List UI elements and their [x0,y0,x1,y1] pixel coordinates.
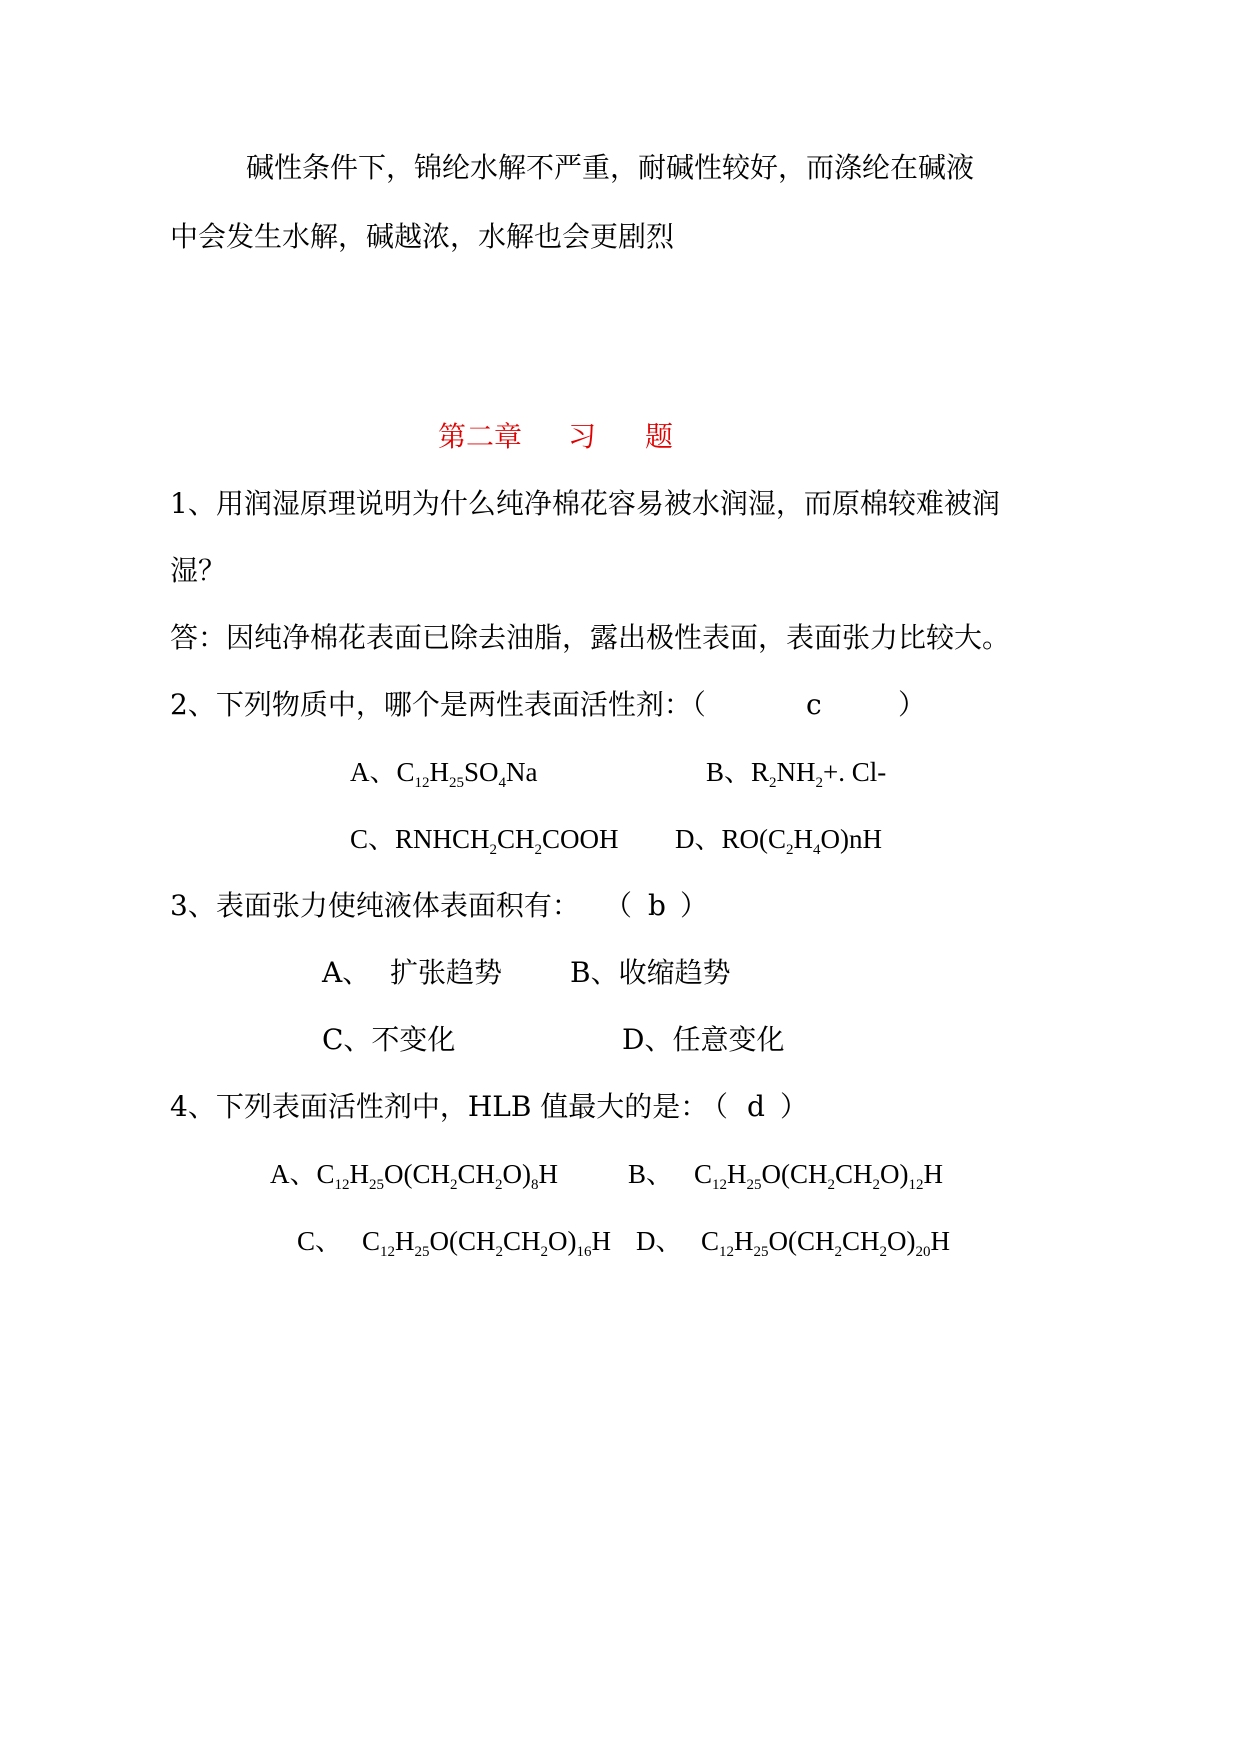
q4-option-b-text: O(CH [761,1159,828,1189]
q3-option-a-label: A、 [322,956,371,989]
q4-close-paren: ） [780,1090,809,1123]
q4-option-b [694,1156,943,1203]
chapter-title [438,419,522,455]
q4-stem: 4、下列表面活性剂中，HLB 值最大的是： [170,1090,709,1123]
q4-option-c-label: C、 [297,1226,343,1256]
chapter-title-ti: 题 [645,420,674,453]
q4-option-c-text: O(CH [429,1226,496,1256]
q4-option-d-sub: 25 [753,1244,769,1260]
q2-option-a-sub: 4 [498,775,507,791]
q4-option-b-sub: 12 [908,1177,924,1193]
q4-option-b-text: H [923,1159,944,1189]
q2-option-c-text: COOH [542,824,619,854]
q2-option-b-text: +. Cl- [823,757,887,787]
q4-option-c-sub: 25 [414,1244,430,1260]
q4-option-c-text: C [362,1226,381,1256]
q3-option-b: B、收缩趋势 [570,956,731,989]
q4-option-a-text: O) [502,1159,532,1189]
q2-option-d-sub: 2 [786,842,794,858]
q3-option-d: D、任意变化 [622,1023,785,1056]
q4-option-d-text: O(CH [768,1226,835,1256]
q2-option-a-sub: 12 [414,775,430,791]
q4-option-c-text: CH [503,1226,541,1256]
q2-option-b-text: NH [776,757,816,787]
q2-option-b [706,754,886,801]
q4-option-d-sub: 2 [834,1244,843,1260]
q4-option-a-sub: 8 [531,1177,539,1193]
q4-option-c-text: H [395,1226,415,1256]
q4-option-d-text: H [734,1226,754,1256]
q4-option-a-text: C [316,1159,335,1189]
q4-option-d [701,1223,950,1270]
q3-open-paren: （ [604,889,633,922]
q4-option-b-text: C [694,1159,713,1189]
q4-option-a-sub: 2 [450,1177,458,1193]
q4-option-d-sub: 12 [719,1244,735,1260]
q4-option-c-text: O) [548,1226,577,1256]
q2-option-b-text: B、R [706,757,770,787]
q2-option-d [675,821,882,868]
q4-option-a-text: H [349,1159,370,1189]
q4-option-a-text: O(CH [384,1159,451,1189]
q2-option-c-text: C、RNHCH [350,824,490,854]
q4-option-a-text: CH [457,1159,496,1189]
q4-option-c-sub: 2 [495,1244,504,1260]
q2-option-b-sub: 2 [769,775,777,791]
q4-option-b-sub: 2 [872,1177,881,1193]
q2-option-a-text: H [429,757,450,787]
intro-line-1: 碱性条件下，锦纶水解不严重，耐碱性较好，而涤纶在碱液 [246,151,975,184]
q3-answer: b [648,889,666,922]
q4-answer: d [747,1090,765,1123]
q4-option-d-sub: 20 [915,1244,931,1260]
q4-option-b-text: O) [880,1159,909,1189]
q4-option-d-sub: 2 [879,1244,888,1260]
q4-option-a-sub: 12 [334,1177,350,1193]
q1-line-2: 湿？ [170,554,227,587]
q4-option-b-sub: 2 [827,1177,836,1193]
q2-answer: c [806,688,822,721]
q2-option-b-sub: 2 [815,775,824,791]
q4-option-b-sub: 12 [712,1177,728,1193]
q4-option-b-label: B、 [628,1159,674,1189]
q2-option-c-sub: 2 [489,842,498,858]
q4-option-a [270,1156,558,1203]
q4-option-d-text: C [701,1226,720,1256]
q4-option-d-text: O) [887,1226,916,1256]
q4-option-a-label: A、 [270,1159,317,1189]
q2-option-d-text: D、RO(C [675,824,787,854]
q2-option-d-text: O)nH [820,824,883,854]
q2-close-paren: ） [898,688,927,721]
q4-option-d-text: H [930,1226,951,1256]
chapter-title-xi: 习 [568,420,597,453]
q2-option-c-text: CH [497,824,535,854]
q2-option-a-text: Na [506,757,538,787]
q2-stem: 2、下列物质中，哪个是两性表面活性剂：（ [170,688,706,721]
q4-option-b-text: H [727,1159,747,1189]
q4-option-d-text: CH [842,1226,880,1256]
q3-option-a: 扩张趋势 [390,956,503,989]
q2-option-a-sub: 25 [449,775,465,791]
q2-option-d-text: H [793,824,814,854]
q4-option-c-text: H [591,1226,612,1256]
chapter-title-part-1: 第二章 [438,420,523,453]
q4-option-b-text: CH [835,1159,873,1189]
q4-open-paren: （ [700,1090,729,1123]
q4-option-b-sub: 25 [746,1177,762,1193]
q4-option-c [362,1223,611,1270]
q1-answer: 答：因纯净棉花表面已除去油脂，露出极性表面，表面张力比较大。 [170,621,1011,654]
q4-option-d-label: D、 [636,1226,683,1256]
q4-option-c-sub: 16 [576,1244,592,1260]
q2-option-a-text: SO [464,757,499,787]
q2-option-a-text: A、C [350,757,415,787]
intro-line-2: 中会发生水解，碱越浓，水解也会更剧烈 [170,220,675,253]
q1-line-1: 1、用润湿原理说明为什么纯净棉花容易被水润湿，而原棉较难被润 [170,487,1000,520]
q4-option-a-sub: 2 [495,1177,503,1193]
q2-option-d-sub: 4 [813,842,821,858]
q4-option-c-sub: 2 [540,1244,549,1260]
q4-option-a-text: H [538,1159,559,1189]
q4-option-a-sub: 25 [369,1177,385,1193]
q3-stem: 3、表面张力使纯液体表面积有： [170,889,580,922]
q2-option-c [350,821,619,868]
q3-close-paren: ） [680,889,709,922]
q4-option-c-sub: 12 [380,1244,396,1260]
q2-option-c-sub: 2 [534,842,543,858]
q3-option-c: C、不变化 [322,1023,456,1056]
q2-option-a [350,754,538,801]
